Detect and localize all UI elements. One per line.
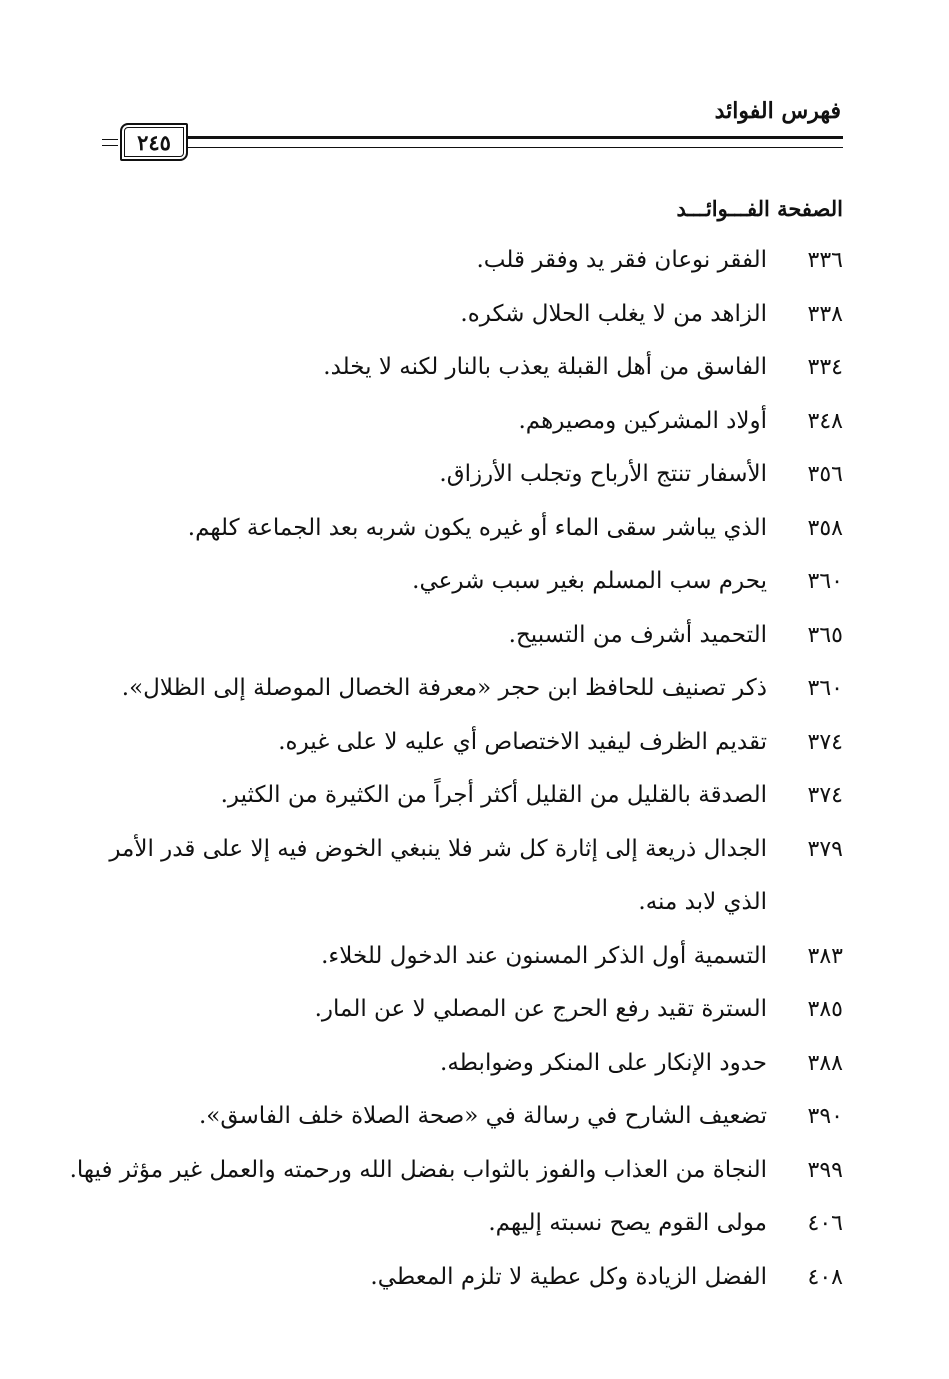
entry-page: ٣٧٤ [807,729,843,755]
entry-page: ٣٧٤ [807,783,843,808]
index-entry [98,341,843,395]
index-entry [98,662,843,716]
entry-text: الصدقة بالقليل من القليل أكثر أجراً من الكثيرة من الكثير. [220,782,767,808]
entry-page: ٣٨٥ [807,997,843,1022]
entry-text: تقديم الظرف ليفيد الاختصاص أي عليه لا على غيره. [278,728,767,755]
index-entry [98,1197,843,1251]
entry-text: ذكر تصنيف للحافظ ابن حجر «معرفة الخصال الموصلة إلى الظلال». [121,675,767,701]
entry-text: أولاد المشركين ومصيرهم. [518,407,767,434]
index-entry [98,983,843,1037]
entry-page: ٣٦٥ [807,622,843,648]
entry-page: ٣٧٩ [807,836,843,862]
running-header-title: فهرس الفوائد [714,98,841,124]
index-entry [98,1090,843,1144]
index-entry [98,555,843,609]
entry-text: مولى القوم يصح نسبته إليهم. [488,1210,767,1236]
page-number-box [120,123,188,161]
index-entry [98,716,843,770]
entry-page: ٤٠٦ [807,1211,843,1236]
entry-text: الفقر نوعان فقر يد وفقر قلب. [476,247,767,273]
page-number: ٢٤٥ [137,129,171,155]
entry-text: التحميد أشرف من التسبيح. [508,621,767,648]
index-entry [98,448,843,502]
index-entry [98,609,843,663]
entry-text: تضعيف الشارح في رسالة في «صحة الصلاة خلف الفاسق». [198,1103,767,1129]
entry-page: ٣٥٦ [807,462,843,487]
entry-text: الأسفار تنتج الأرباح وتجلب الأرزاق. [439,461,767,487]
index-entry [98,395,843,449]
entry-text: حدود الإنكار على المنكر وضوابطه. [440,1049,767,1076]
entry-page: ٣٨٣ [807,943,843,969]
index-entry [98,288,843,342]
entry-text: الجدال ذريعة إلى إثارة كل شر فلا ينبغي الخوض فيه إلا على قدر الأمر الذي لابد منه. [109,835,767,915]
entry-page: ٣٣٤ [807,355,843,380]
index-entry [98,502,843,556]
entry-text: التسمية أول الذكر المسنون عند الدخول للخلاء. [321,942,767,969]
index-entries-list [69,234,843,1304]
entry-page: ٣٤٨ [807,408,843,434]
index-entry [98,1251,843,1305]
entry-text: النجاة من العذاب والفوز بالثواب بفضل الله ورحمته والعمل غير مؤثر فيها. [69,1156,767,1183]
header-rule-end [102,139,118,146]
index-entry [98,930,843,984]
index-entry [98,823,843,930]
entry-page: ٣٨٨ [807,1050,843,1076]
entry-text: الفضل الزيادة وكل عطية لا تلزم المعطي. [370,1263,767,1290]
entry-text: الفاسق من أهل القبلة يعذب بالنار لكنه لا يخلد. [323,354,767,380]
entry-page: ٣٦٠ [807,676,843,701]
header-rule [185,136,843,148]
entry-page: ٣٦٠ [807,569,843,594]
column-heading: الصفحة الفـــوائـــد [676,196,843,221]
index-entry [98,769,843,823]
index-entry [98,234,843,288]
entry-text: الزاهد من لا يغلب الحلال شكره. [460,300,767,327]
entry-page: ٣٣٨ [807,301,843,327]
entry-page: ٣٣٦ [807,248,843,273]
entry-page: ٣٩٠ [807,1104,843,1129]
entry-page: ٣٩٩ [807,1157,843,1183]
index-entry [69,1144,843,1198]
entry-page: ٤٠٨ [807,1264,843,1290]
index-entry [98,1037,843,1091]
entry-text: يحرم سب المسلم بغير سبب شرعي. [412,568,767,594]
entry-page: ٣٥٨ [807,515,843,541]
entry-text: الذي يباشر سقى الماء أو غيره يكون شربه بعد الجماعة كلهم. [187,514,767,541]
entry-text: السترة تقيد رفع الحرج عن المصلي لا عن المار. [314,996,767,1022]
